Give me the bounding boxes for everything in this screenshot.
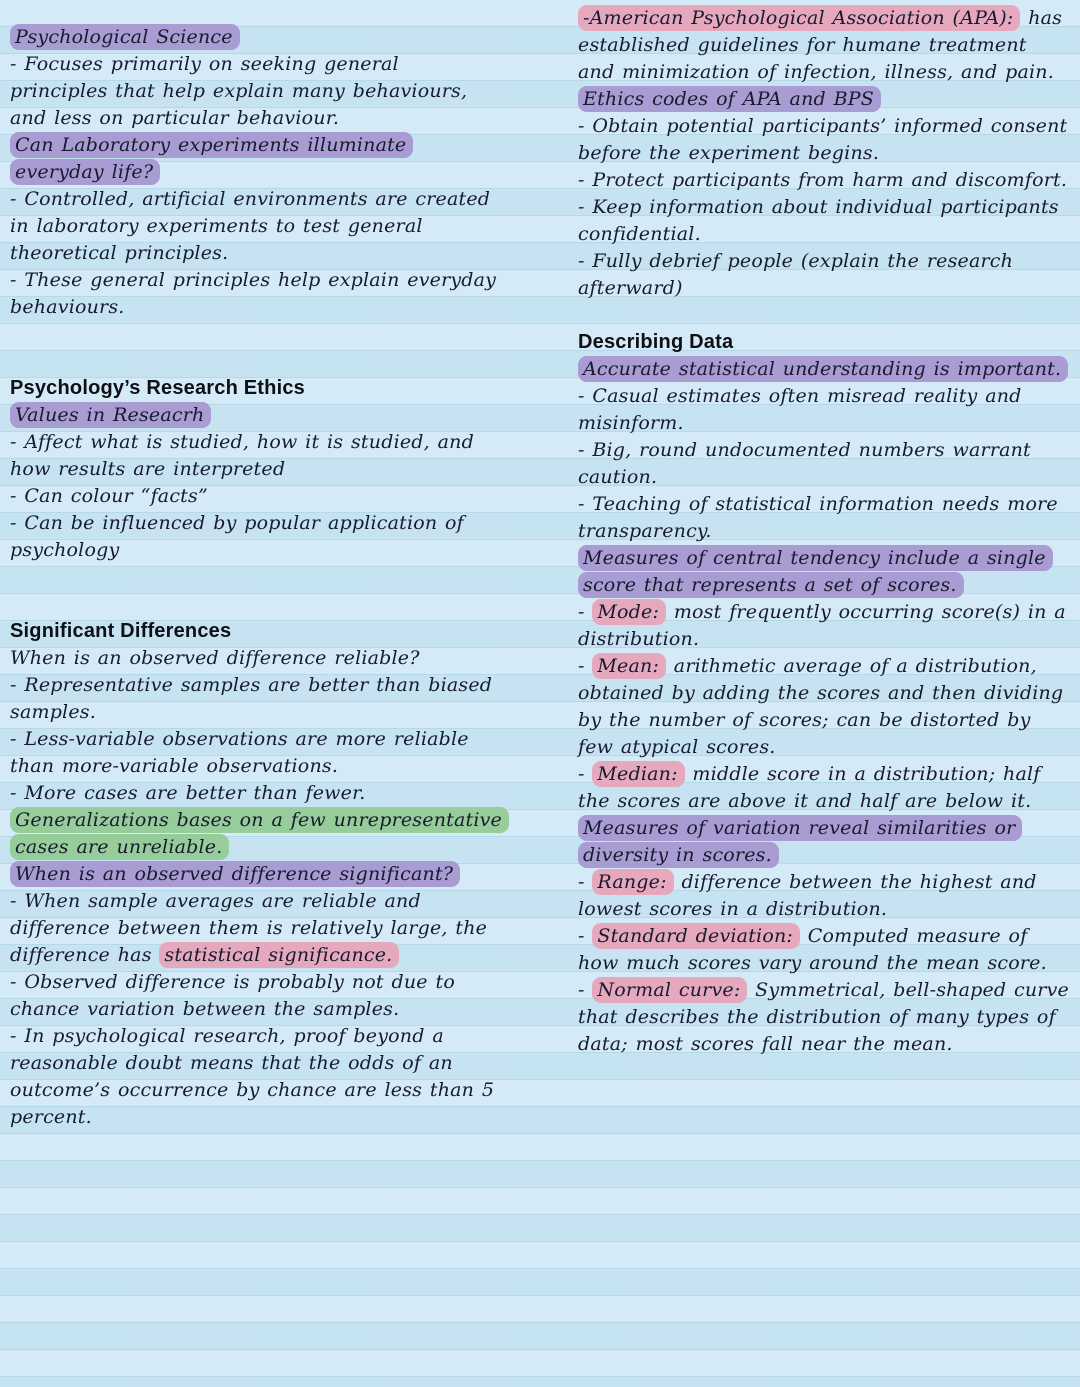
note-paragraph	[10, 672, 502, 726]
highlighted-text-pink: Mode:	[592, 599, 666, 625]
heading-central-tendency	[578, 545, 1070, 599]
note-text: -	[578, 655, 593, 677]
highlighted-text-pink: Median:	[592, 761, 684, 787]
note-text: - These general principles help explain everyday behaviours.	[10, 269, 497, 318]
note-apa	[578, 5, 1070, 86]
note-text: middle score in a distribution; half the scores are above it and half are below it.	[578, 763, 1041, 812]
highlighted-text-purple: When is an observed difference significant?	[10, 861, 460, 887]
highlighted-text-pink: Mean:	[592, 653, 666, 679]
note-paragraph	[10, 1023, 502, 1131]
note-paragraph	[578, 248, 1070, 302]
note-text: -	[578, 601, 593, 623]
note-text: - Teaching of statistical information needs more transparency.	[578, 493, 1058, 542]
note-text: -	[578, 979, 593, 1001]
note-text: When is an observed difference reliable?	[10, 647, 420, 669]
note-text: -	[578, 763, 593, 785]
note-paragraph	[10, 510, 502, 564]
note-text: - Controlled, artificial environments are created in laboratory experiments to test general theoretical principles.	[10, 188, 491, 264]
note-paragraph	[578, 599, 1070, 653]
note-paragraph	[10, 267, 502, 321]
section-title-significant-differences: Significant Differences	[10, 620, 232, 642]
note-text: Computed measure of how much scores vary around the mean score.	[578, 925, 1047, 974]
note-paragraph	[578, 194, 1070, 248]
note-generalizations	[10, 807, 502, 861]
note-text: - Representative samples are better than biased samples.	[10, 674, 493, 723]
note-text: - Affect what is studied, how it is studied, and how results are interpreted	[10, 431, 474, 480]
note-paragraph	[10, 51, 502, 132]
heading-ethics-codes	[578, 86, 1070, 113]
note-paragraph	[10, 645, 502, 672]
note-text: - Protect participants from harm and discomfort.	[578, 169, 1068, 191]
note-paragraph	[578, 869, 1070, 923]
note-text: - When sample averages are reliable and difference between them is relatively large, the difference has	[10, 890, 488, 966]
highlighted-text-purple: Ethics codes of APA and BPS	[578, 86, 881, 112]
note-paragraph	[10, 186, 502, 267]
note-paragraph	[578, 113, 1070, 167]
note-paragraph	[578, 491, 1070, 545]
note-text: - More cases are better than fewer.	[10, 782, 366, 804]
heading-psychological-science	[10, 24, 502, 51]
note-text: - Less-variable observations are more reliable than more-variable observations.	[10, 728, 469, 777]
note-text: - Focuses primarily on seeking general principles that help explain many behaviours, and less on particular behaviour.	[10, 53, 468, 129]
note-paragraph	[578, 653, 1070, 761]
note-text: arithmetic average of a distribution, obtained by adding the scores and then dividing by the number of scores; can be distorted by few atypical scores.	[578, 655, 1064, 758]
heading-difference-significant	[10, 861, 502, 888]
note-text: has established guidelines for humane treatment and minimization of infection, illness, and pain.	[578, 7, 1063, 83]
note-text: - Big, round undocumented numbers warrant caution.	[578, 439, 1031, 488]
section-gap	[10, 564, 502, 618]
highlighted-text-pink: Range:	[592, 869, 673, 895]
highlighted-text-pink: Standard deviation:	[592, 923, 800, 949]
note-paragraph	[10, 888, 502, 969]
heading-statistical-understanding	[578, 356, 1070, 383]
note-text: - Keep information about individual participants confidential.	[578, 196, 1059, 245]
note-paragraph	[578, 167, 1070, 194]
highlighted-text-purple: Psychological Science	[10, 24, 240, 50]
note-paragraph	[10, 429, 502, 483]
note-text: most frequently occurring score(s) in a distribution.	[578, 601, 1066, 650]
notes-right-column	[578, 5, 1070, 1058]
section-title-describing-data: Describing Data	[578, 331, 734, 353]
heading-lab-experiments	[10, 132, 502, 186]
note-paragraph	[10, 726, 502, 780]
note-paragraph	[578, 977, 1070, 1058]
highlighted-text-pink: -American Psychological Association (APA):	[578, 5, 1020, 31]
note-text: - Can colour “facts”	[10, 485, 208, 507]
highlighted-text-pink: statistical significance.	[159, 942, 399, 968]
highlighted-text-purple: Measures of central tendency include a single score that represents a set of scores.	[578, 545, 1053, 598]
note-text: -	[578, 925, 593, 947]
note-text: - In psychological research, proof beyond a reasonable doubt means that the odds of an outcome’s occurrence by chance are less than 5 percent.	[10, 1025, 495, 1128]
highlighted-text-purple: Measures of variation reveal similarities or diversity in scores.	[578, 815, 1022, 868]
highlighted-text-purple: Can Laboratory experiments illuminate everyday life?	[10, 132, 413, 185]
note-text: - Fully debrief people (explain the research afterward)	[578, 250, 1014, 299]
heading-measures-of-variation	[578, 815, 1070, 869]
highlighted-text-pink: Normal curve:	[592, 977, 747, 1003]
section-title-research-ethics: Psychology’s Research Ethics	[10, 377, 305, 399]
highlighted-text-green: Generalizations bases on a few unrepresentative cases are unreliable.	[10, 807, 509, 860]
highlighted-text-purple: Values in Reseacrh	[10, 402, 211, 428]
note-paragraph	[578, 923, 1070, 977]
note-text: - Can be influenced by popular application of psychology	[10, 512, 464, 561]
notes-left-column	[10, 24, 502, 1131]
note-text: - Observed difference is probably not due to chance variation between the samples.	[10, 971, 455, 1020]
note-text: - Casual estimates often misread reality and misinform.	[578, 385, 1022, 434]
highlighted-text-purple: Accurate statistical understanding is important.	[578, 356, 1068, 382]
section-gap	[10, 321, 502, 375]
note-text: Symmetrical, bell-shaped curve that describes the distribution of many types of data; most scores fall near the mean.	[578, 979, 1069, 1055]
section-gap	[578, 302, 1070, 329]
note-paragraph	[10, 780, 502, 807]
note-paragraph	[578, 761, 1070, 815]
heading-values-in-research	[10, 402, 502, 429]
note-paragraph	[10, 969, 502, 1023]
note-paragraph	[578, 383, 1070, 437]
note-text: difference between the highest and lowest scores in a distribution.	[578, 871, 1037, 920]
note-text: -	[578, 871, 593, 893]
note-paragraph	[10, 483, 502, 510]
note-paragraph	[578, 437, 1070, 491]
note-text: - Obtain potential participants’ informed consent before the experiment begins.	[578, 115, 1068, 164]
